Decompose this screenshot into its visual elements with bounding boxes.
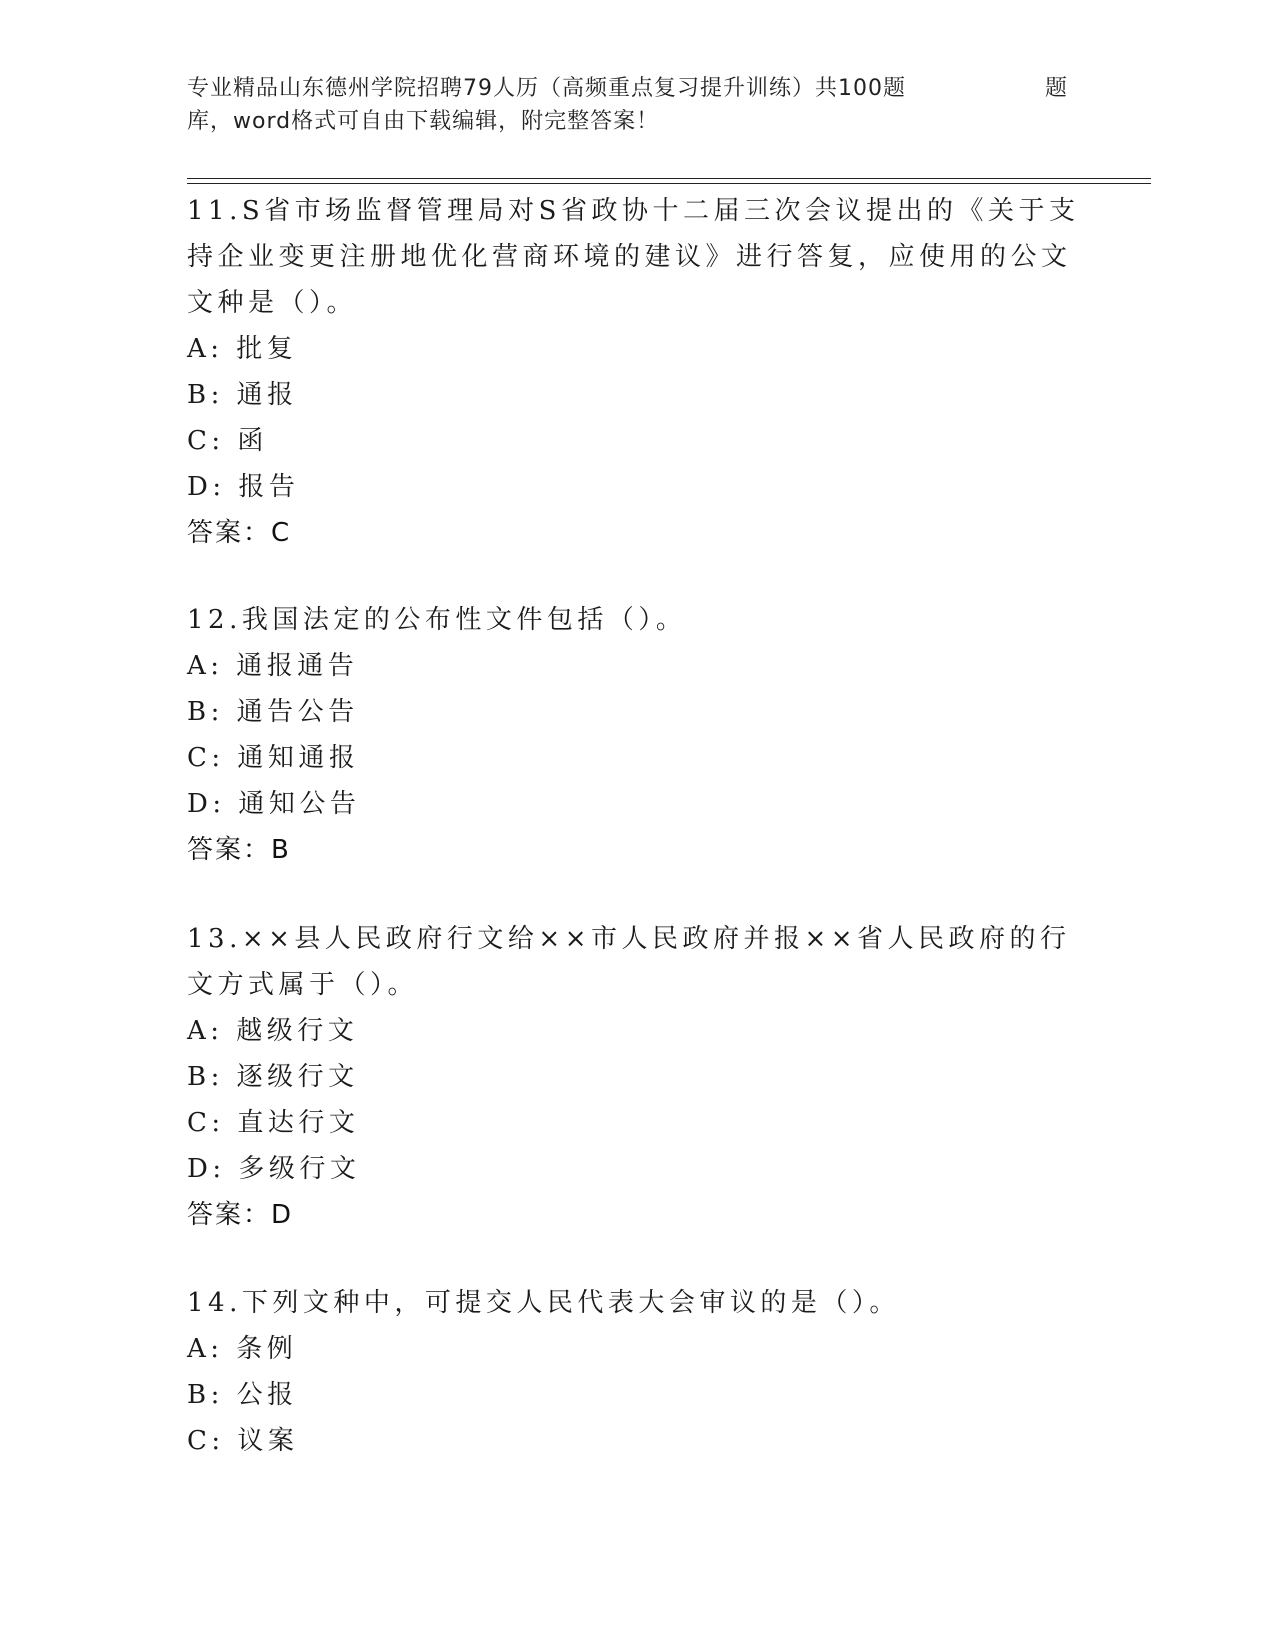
question-stem: 13.××县人民政府行文给××市人民政府并报××省人民政府的行文方式属于（）。 — [187, 924, 1071, 1000]
header-title: 专业精品山东德州学院招聘79人历（高频重点复习提升训练）共100题 — [187, 76, 906, 101]
header-line-2: 库，word格式可自由下载编辑，附完整答案！ — [187, 109, 660, 134]
option-b: B: 通报 — [187, 380, 298, 410]
option-b: B: 公报 — [187, 1380, 298, 1410]
option-a: A: 通报通告 — [187, 651, 359, 681]
header-divider-bottom — [187, 183, 1151, 184]
option-a: A: 越级行文 — [187, 1016, 359, 1046]
question-13 — [187, 916, 1087, 1238]
option-d: D: 报告 — [187, 472, 300, 502]
option-a: A: 批复 — [187, 334, 298, 364]
option-c: C: 议案 — [187, 1426, 299, 1456]
option-d: D: 多级行文 — [187, 1154, 361, 1184]
option-d: D: 通知公告 — [187, 789, 361, 819]
question-stem: 12.我国法定的公布性文件包括（）。 — [187, 605, 687, 635]
question-14 — [187, 1280, 1087, 1464]
option-c: C: 通知通报 — [187, 743, 360, 773]
answer-line: 答案：D — [187, 1200, 294, 1230]
answer-line: 答案：C — [187, 518, 292, 548]
question-stem: 11.S省市场监督管理局对S省政协十二届三次会议提出的《关于支持企业变更注册地优化营商环境的建议》进行答复，应使用的公文文种是（）。 — [187, 196, 1080, 318]
answer-line: 答案：B — [187, 835, 291, 865]
header-tail: 题 — [1045, 76, 1069, 101]
option-a: A: 条例 — [187, 1334, 298, 1364]
header-divider-top — [187, 178, 1151, 179]
option-b: B: 通告公告 — [187, 697, 359, 727]
document-header — [187, 72, 1067, 138]
option-c: C: 函 — [187, 426, 268, 456]
option-c: C: 直达行文 — [187, 1108, 360, 1138]
question-11 — [187, 188, 1087, 556]
option-b: B: 逐级行文 — [187, 1062, 359, 1092]
question-stem: 14.下列文种中，可提交人民代表大会审议的是（）。 — [187, 1288, 900, 1318]
header-line-1 — [187, 72, 1067, 105]
question-12 — [187, 597, 1087, 873]
